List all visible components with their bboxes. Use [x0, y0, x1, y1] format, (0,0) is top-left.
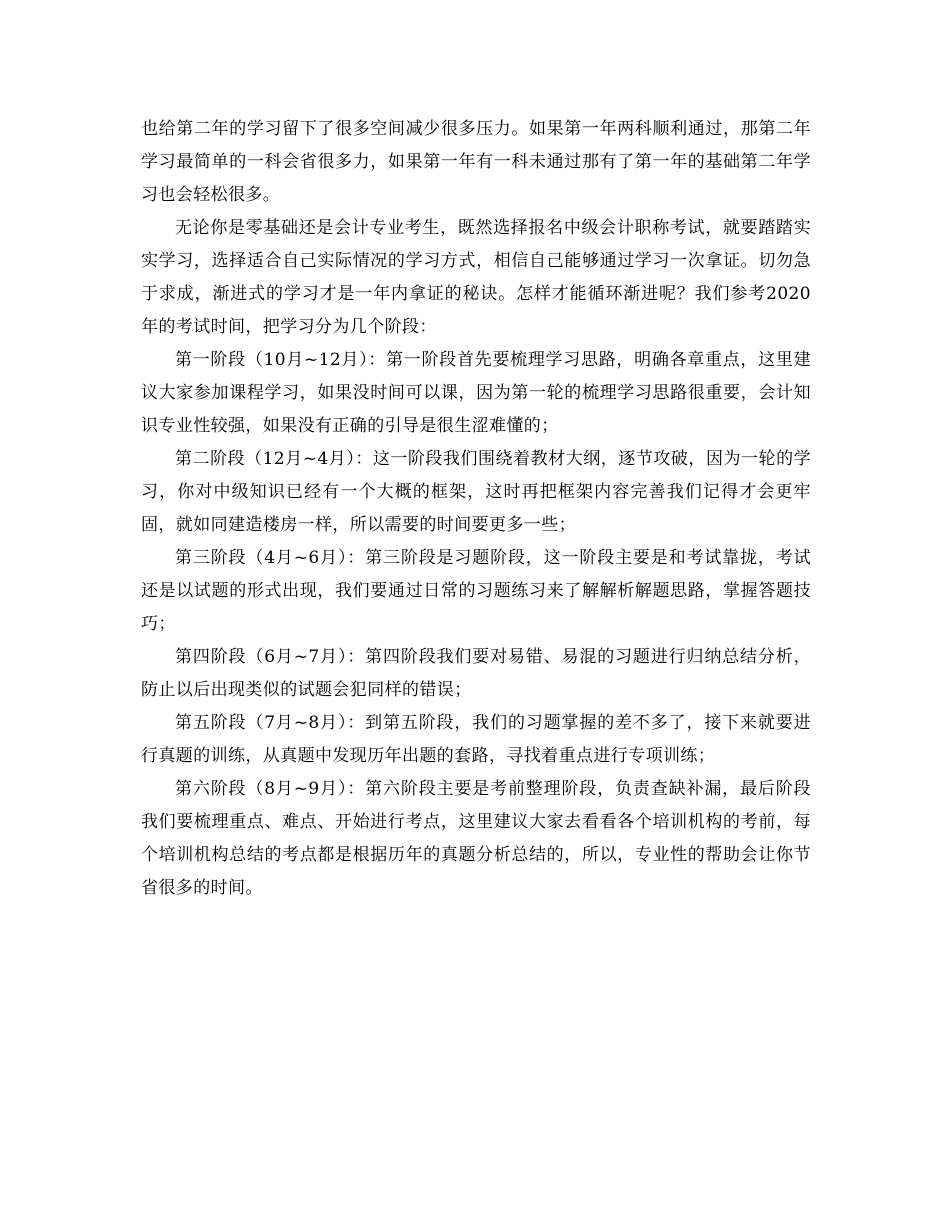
- paragraph-intro: 无论你是零基础还是会计专业考生，既然选择报名中级会计职称考试，就要踏踏实实学习，选择适合自己实际情况的学习方式，相信自己能够通过学习一次拿证。切勿急于求成，渐进式的学习才是一年内拿证的秘诀。怎样才能循环渐进呢？我们参考2020年的考试时间，把学习分为几个阶段：: [141, 218, 811, 337]
- paragraph-stage-2: 第二阶段（12月~4月）：这一阶段我们围绕着教材大纲，逐节攻破，因为一轮的学习，你对中级知识已经有一个大概的框架，这时再把框架内容完善我们记得才会更牢固，就如同建造楼房一样，所以需要的时间要更多一些；: [141, 449, 811, 535]
- paragraph-stage-1: 第一阶段（10月~12月）：第一阶段首先要梳理学习思路，明确各章重点，这里建议大家参加课程学习，如果没时间可以课，因为第一轮的梳理学习思路很重要，会计知识专业性较强，如果没有正确的引导是很生涩难懂的；: [141, 350, 811, 436]
- paragraph-continuation: 也给第二年的学习留下了很多空间减少很多压力。如果第一年两科顺利通过，那第二年学习最简单的一科会省很多力，如果第一年有一科未通过那有了第一年的基础第二年学习也会轻松很多。: [141, 119, 811, 205]
- paragraph-stage-4: 第四阶段（6月~7月）：第四阶段我们要对易错、易混的习题进行归纳总结分析，防止以后出现类似的试题会犯同样的错误；: [141, 647, 811, 700]
- paragraph-stage-5: 第五阶段（7月~8月）：到第五阶段，我们的习题掌握的差不多了，接下来就要进行真题的训练，从真题中发现历年出题的套路，寻找着重点进行专项训练；: [141, 713, 811, 766]
- paragraph-stage-3: 第三阶段（4月~6月）：第三阶段是习题阶段，这一阶段主要是和考试靠拢，考试还是以试题的形式出现，我们要通过日常的习题练习来了解解析解题思路，掌握答题技巧；: [141, 548, 811, 634]
- document-body: [141, 113, 811, 905]
- paragraph-stage-6: 第六阶段（8月~9月）：第六阶段主要是考前整理阶段，负责查缺补漏，最后阶段我们要梳理重点、难点、开始进行考点，这里建议大家去看看各个培训机构的考前，每个培训机构总结的考点都是根据历年的真题分析总结的，所以，专业性的帮助会让你节省很多的时间。: [141, 779, 811, 898]
